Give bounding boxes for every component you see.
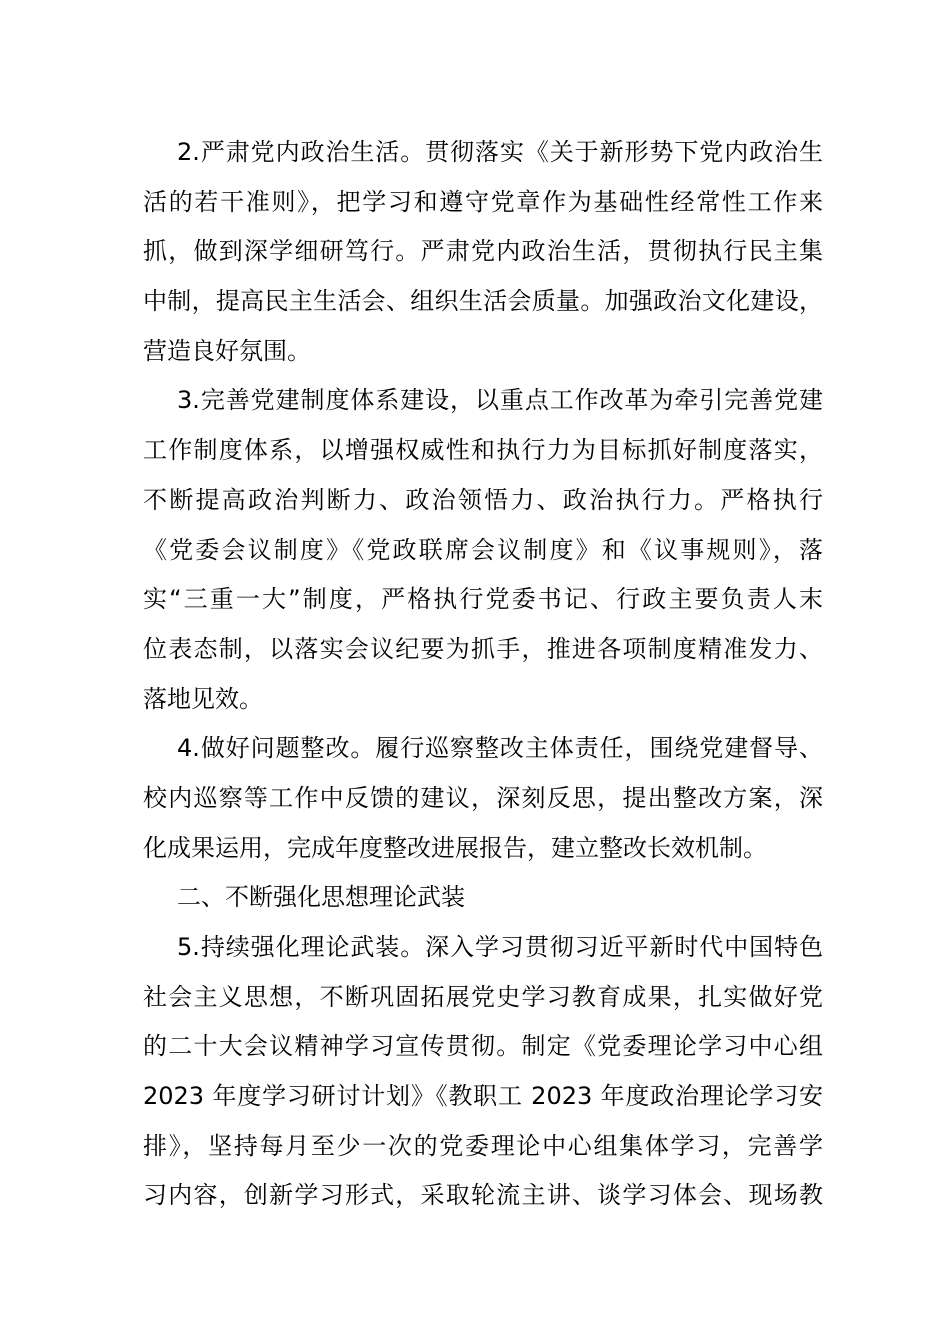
- section-heading: 二、不断强化思想理论武装: [177, 883, 465, 912]
- paragraph-2-line-2: 活的若干准则》，把学习和遵守党章作为基础性经常性工作来: [143, 187, 823, 216]
- paragraph-4-line-1: 4.做好问题整改。履行巡察整改主体责任，围绕党建督导、: [177, 734, 823, 763]
- paragraph-3-line-7: 落地见效。: [143, 684, 263, 713]
- paragraph-3-line-3: 不断提高政治判断力、政治领悟力、政治执行力。严格执行: [143, 485, 823, 514]
- paragraph-5-line-5: 排》，坚持每月至少一次的党委理论中心组集体学习，完善学: [143, 1131, 823, 1160]
- document-body: [143, 128, 823, 1221]
- paragraph-2-line-1: 2.严肃党内政治生活。贯彻落实《关于新形势下党内政治生: [177, 138, 823, 166]
- paragraph-2-line-3: 抓，做到深学细研笃行。严肃党内政治生活，贯彻执行民主集: [143, 237, 823, 266]
- paragraph-4-line-3: 化成果运用，完成年度整改进展报告，建立整改长效机制。: [143, 833, 767, 862]
- paragraph-2-line-5: 营造良好氛围。: [143, 336, 311, 365]
- paragraph-5-line-1: 5.持续强化理论武装。深入学习贯彻习近平新时代中国特色: [177, 933, 823, 961]
- paragraph-3-line-5: 实“三重一大”制度，严格执行党委书记、行政主要负责人末: [143, 585, 823, 614]
- paragraph-5-line-4: 2023 年度学习研讨计划》《教职工 2023 年度政治理论学习安: [143, 1082, 823, 1111]
- paragraph-4-line-2: 校内巡察等工作中反馈的建议，深刻反思，提出整改方案，深: [143, 783, 823, 812]
- paragraph-5-line-6: 习内容，创新学习形式，采取轮流主讲、谈学习体会、现场教: [143, 1181, 823, 1210]
- paragraph-3-line-2: 工作制度体系，以增强权威性和执行力为目标抓好制度落实，: [143, 436, 823, 465]
- paragraph-3-line-6: 位表态制，以落实会议纪要为抓手，推进各项制度精准发力、: [143, 634, 823, 663]
- paragraph-3-line-4: 《党委会议制度》《党政联席会议制度》和《议事规则》，落: [143, 535, 823, 564]
- paragraph-5-line-2: 社会主义思想，不断巩固拓展党史学习教育成果，扎实做好党: [143, 982, 823, 1011]
- paragraph-5-line-3: 的二十大会议精神学习宣传贯彻。制定《党委理论学习中心组: [143, 1032, 823, 1061]
- paragraph-3-line-1: 3.完善党建制度体系建设，以重点工作改革为牵引完善党建: [177, 386, 823, 415]
- paragraph-2-line-4: 中制，提高民主生活会、组织生活会质量。加强政治文化建设，: [143, 287, 823, 316]
